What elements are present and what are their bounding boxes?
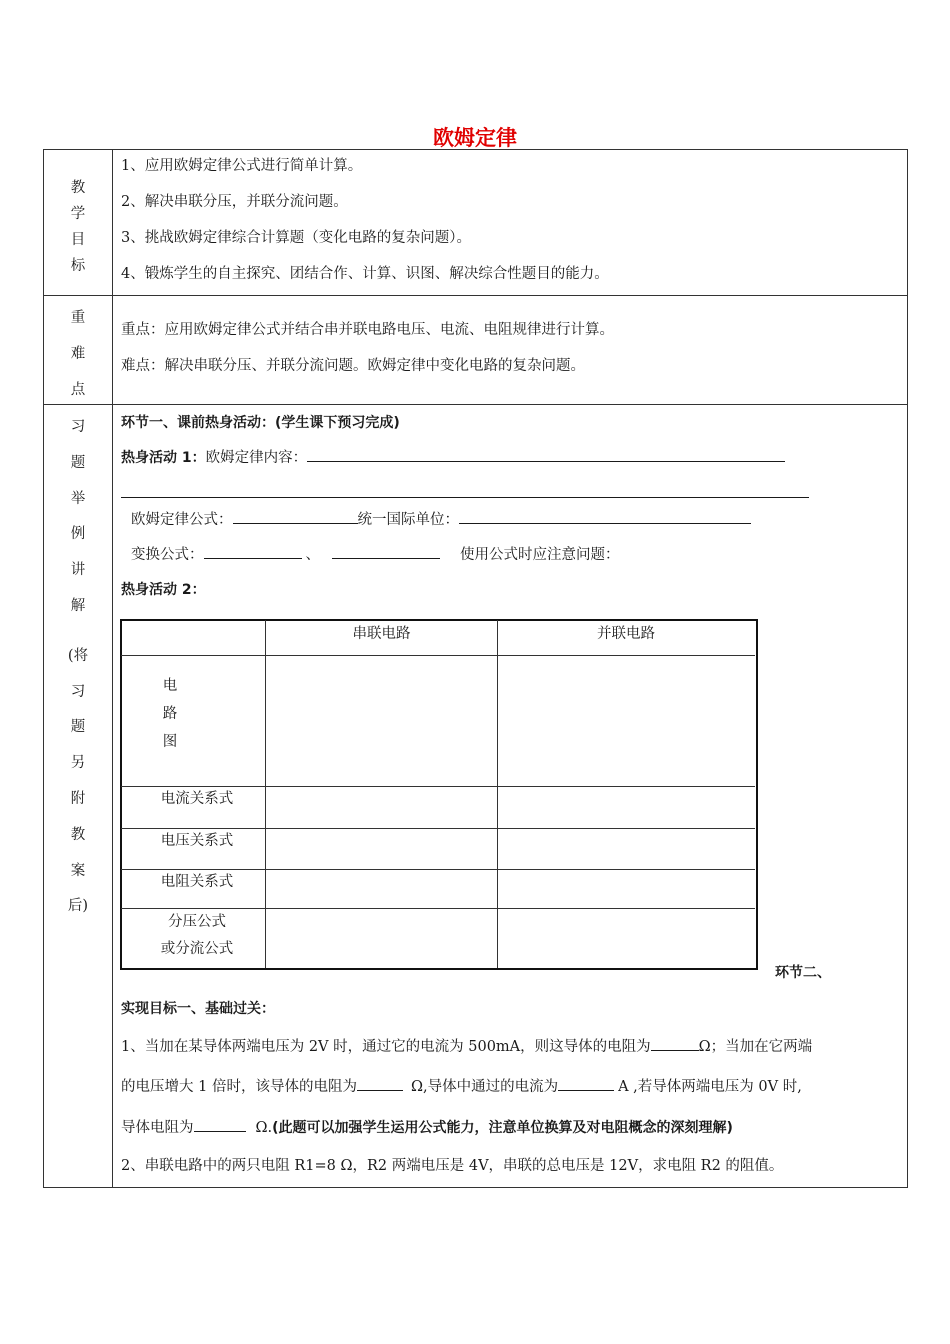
diagram-label-char: 图 — [162, 734, 178, 750]
circuit-table-row-divider — [121, 655, 755, 656]
header-series-circuit: 串联电路 — [352, 626, 411, 642]
ohm-law-content-blank[interactable] — [307, 446, 785, 462]
transform-separator: 、 — [305, 547, 320, 563]
question-1-line-3 — [121, 1116, 733, 1137]
exercises-label-char: 讲 — [70, 562, 86, 579]
goal-item: 4、锻炼学生的自主探究、团结合作、计算、识图、解决综合性题目的能力。 — [121, 266, 609, 282]
question-1-line-2 — [121, 1075, 802, 1096]
difficult-point: 难点：解决串联分压、并联分流问题。欧姆定律中变化电路的复杂问题。 — [121, 358, 585, 374]
transform-blank-2[interactable] — [332, 543, 440, 559]
q1-text: Ω,导体中通过的电流为 — [410, 1079, 559, 1095]
q1-text: 1、当加在某导体两端电压为 2V 时，通过它的电流为 500mA，则这导体的电阻为 — [121, 1039, 651, 1055]
row-voltage-relation: 电压关系式 — [160, 833, 234, 849]
transform-label: 变换公式： — [131, 547, 204, 563]
exercises-label — [44, 410, 112, 925]
row-divider-goals — [43, 295, 907, 296]
transform-blank-1[interactable] — [204, 543, 302, 559]
exercises-label-char: 教 — [70, 826, 86, 843]
diagram-label-char: 路 — [162, 706, 178, 722]
unit-label: 统一国际单位： — [357, 512, 459, 528]
goals-label-char: 目 — [70, 232, 86, 248]
exercises-label-char: 例 — [70, 526, 86, 543]
exercises-label-char: 习 — [70, 419, 86, 435]
goals-label — [44, 175, 112, 279]
row-divider-formula-line: 或分流公式 — [160, 941, 234, 957]
formula-line — [131, 508, 751, 529]
exercises-label-char: 题 — [70, 719, 86, 736]
exercises-label-char: 案 — [70, 862, 86, 879]
unit-blank[interactable] — [459, 508, 751, 524]
goals-label-char: 学 — [70, 206, 86, 222]
warmup1-text: 欧姆定律内容： — [205, 450, 308, 466]
exercises-label-char: (将 — [67, 647, 89, 664]
goal-item: 3、挑战欧姆定律综合计算题（变化电路的复杂问题）。 — [121, 230, 471, 246]
circuit-table-col-divider — [497, 620, 498, 968]
keypoints-label — [44, 300, 112, 408]
row-divider-keypoints — [43, 404, 907, 405]
q1-resistance-blank-2[interactable] — [357, 1075, 403, 1091]
exercises-label-char: 附 — [70, 790, 86, 807]
q1-text: Ω；当加在它两端 — [698, 1039, 813, 1055]
q1-text: 的电压增大 1 倍时，该导体的电阻为 — [121, 1079, 357, 1095]
q1-text: A ,若导体两端电压为 0V 时, — [618, 1079, 802, 1095]
exercises-label-char: 另 — [70, 755, 86, 772]
q1-resistance-blank[interactable] — [651, 1035, 699, 1051]
q1-note: (此题可以加强学生运用公式能力，注意单位换算及对电阻概念的深刻理解) — [272, 1120, 733, 1136]
row-divider-formula — [122, 909, 272, 963]
question-2: 2、串联电路中的两只电阻 R1=8 Ω，R2 两端电压是 4V，串联的总电压是 12V，求电阻 R2 的阻值。 — [121, 1158, 784, 1174]
question-1-line-1 — [121, 1035, 812, 1056]
formula-label: 欧姆定律公式： — [131, 512, 233, 528]
transform-line — [131, 543, 620, 564]
step1-heading: 环节一、课前热身活动：(学生课下预习完成) — [121, 415, 400, 431]
key-point: 重点：应用欧姆定律公式并结合串并联电路电压、电流、电阻规律进行计算。 — [121, 322, 614, 338]
row-divider-formula-line: 分压公式 — [168, 914, 226, 930]
exercises-label-char: 习 — [70, 683, 86, 700]
diagram-label — [150, 672, 190, 756]
exercises-label-char: 后) — [67, 898, 89, 915]
warmup2-label: 热身活动 2： — [121, 582, 206, 598]
goals-label-char: 教 — [70, 180, 86, 196]
label-column-divider — [112, 149, 113, 1187]
row-resistance-relation: 电阻关系式 — [160, 874, 234, 890]
row-current-relation: 电流关系式 — [160, 791, 234, 807]
step2-heading: 环节二、 — [775, 965, 831, 981]
formula-blank[interactable] — [233, 508, 358, 524]
q1-resistance-blank-3[interactable] — [194, 1116, 246, 1132]
warmup1-label: 热身活动 1： — [121, 450, 206, 466]
ohm-law-content-blank-2[interactable] — [121, 497, 809, 498]
keypoints-label-char: 点 — [70, 382, 86, 398]
keypoints-label-char: 重 — [70, 310, 86, 326]
page-title: 欧姆定律 — [433, 126, 517, 150]
exercises-label-char: 解 — [70, 597, 86, 614]
keypoints-label-char: 难 — [70, 346, 86, 362]
goal-item: 1、应用欧姆定律公式进行简单计算。 — [121, 158, 363, 174]
diagram-label-char: 电 — [162, 678, 178, 694]
warmup1-line — [121, 446, 785, 467]
goal-item: 2、解决串联分压，并联分流问题。 — [121, 194, 348, 210]
q1-current-blank[interactable] — [558, 1075, 614, 1091]
q1-text: 导体电阻为 — [121, 1120, 194, 1136]
exercises-label-char: 举 — [70, 490, 86, 507]
header-parallel-circuit: 并联电路 — [597, 626, 655, 642]
note-label: 使用公式时应注意问题： — [460, 547, 620, 563]
exercises-label-char: 题 — [70, 454, 86, 471]
goal1-heading: 实现目标一、基础过关： — [121, 1001, 275, 1017]
q1-text: Ω. — [255, 1120, 273, 1136]
goals-label-char: 标 — [70, 258, 86, 274]
